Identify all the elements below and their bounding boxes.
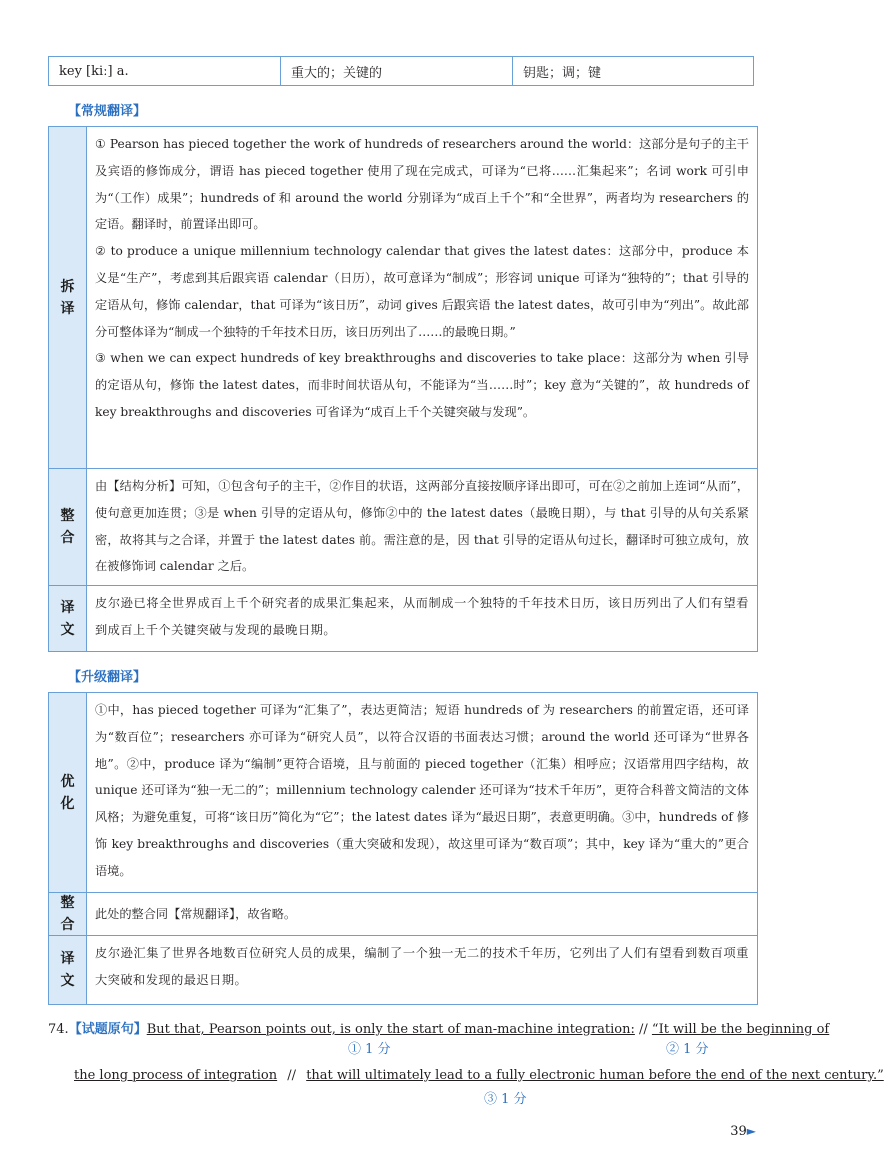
upgrade-yiwen-label: 译 文 — [49, 936, 87, 1004]
book-icon: ► — [746, 1124, 756, 1138]
upgrade-zhenghe-row — [49, 893, 757, 936]
q74-separator-2: // — [287, 1068, 297, 1083]
upgrade-translation-box — [48, 692, 758, 1005]
q74-segment-4: that will ultimately lead to a fully electronic human before the end of the next century.” — [306, 1068, 884, 1083]
upgrade-zhenghe-text: 此处的整合同【常规翻译】，故省略。 — [95, 906, 297, 921]
chaiyi-text — [87, 127, 757, 468]
chaiyi-paragraph-2: ② to produce a unique millennium technology calendar that gives the latest dates：这部分中，produce 本义是“生产”，考虑到其后跟宾语 calendar（日历），故可意译为“制成”；形容词 unique 可译为“独特的”；that 引导的定语从句，修饰 calendar，that 可译为“该日历”，动词 gives 后跟宾语 the latest dates，故可引申为“列出”。故此部分可整体译为“制成一个独特的千年技术日历，该日历列出了……的最晚日期。” — [95, 244, 749, 339]
q74-line-2 — [74, 1068, 884, 1083]
chaiyi-paragraph-3: ③ when we can expect hundreds of key breakthroughs and discoveries to take place：这部分为 when 引导的定语从句，修饰 the latest dates，而非时间状语从句，不能译为“当……时”；key 意为“关键的”，故 hundreds of key breakthroughs and discoveries 可省译为“成百上千个关键突破与发现”。 — [95, 351, 749, 419]
zhenghe-label: 整 合 — [49, 469, 87, 585]
q74-separator-1: // — [639, 1022, 648, 1037]
yiwen-row — [49, 586, 757, 651]
youhua-text: ①中，has pieced together 可译为“汇集了”，表达更简洁；短语 hundreds of 为 researchers 的前置定语，还可译为“数百位”；researchers 亦可译为“研究人员”，以符合汉语的书面表达习惯；around the world 还可译为“世界各地”。②中，produce 译为“编制”更符合语境，且与前面的 pieced together（汇集）相呼应；汉语常用四字结构，故 unique 还可译为“独一无二的”；millennium technology calender 还可译为“技术千年历”，更符合科普文简洁的文体风格；为避免重复，可将“该日历”简化为“它”；the latest dates 译为“最迟日期”，表意更明确。③中，hundreds of 修饰 key breakthroughs and discoveries（重大突破和发现），故这里可译为“数百项”；其中，key 译为“重大的”更合语境。 — [95, 703, 749, 878]
upgrade-zhenghe-label: 整 合 — [49, 893, 87, 935]
upgrade-yiwen-row — [49, 936, 757, 1004]
chaiyi-row — [49, 127, 757, 469]
vocab-meaning-noun: 钥匙；调；键 — [523, 65, 602, 81]
page-number: 39► — [730, 1124, 756, 1139]
yiwen-text: 皮尔逊已将全世界成百上千个研究者的成果汇集起来，从而制成一个独特的千年技术日历，该日历列出了人们有望看到成百上千个关键突破与发现的最晚日期。 — [95, 596, 749, 637]
q74-line-1 — [48, 1018, 829, 1037]
youhua-row — [49, 693, 757, 893]
vocab-word: key [kiː] a. — [49, 57, 281, 85]
q74-segment-1: But that, Pearson points out, is only the start of man-machine integration: — [146, 1022, 635, 1037]
upgrade-translation-tag: 【升级翻译】 — [68, 670, 147, 685]
q74-score-1: ① 1 分 — [348, 1042, 391, 1057]
yiwen-label: 译 文 — [49, 586, 87, 651]
zhenghe-row — [49, 469, 757, 586]
zhenghe-text: 由【结构分析】可知，①包含句子的主干，②作目的状语，这两部分直接按顺序译出即可，可在②之前加上连词“从而”，使句意更加连贯；③是 when 引导的定语从句，修饰②中的 the latest dates（最晚日期），与 that 引导的从句关系紧密，故将其与之合译，并置于 the latest dates 前。需注意的是，因 that 引导的定语从句过长，翻译时可独立成句，放在被修饰词 calendar 之后。 — [95, 479, 749, 574]
youhua-label: 优 化 — [49, 693, 87, 892]
q74-segment-2: “It will be the beginning of — [651, 1022, 830, 1037]
q74-score-2: ② 1 分 — [666, 1042, 709, 1057]
upgrade-yiwen-text: 皮尔逊汇集了世界各地数百位研究人员的成果，编制了一个独一无二的技术千年历，它列出了人们有望看到数百项重大突破和发现的最迟日期。 — [95, 946, 749, 987]
q74-score-3: ③ 1 分 — [484, 1092, 527, 1107]
vocab-meaning-adj: 重大的；关键的 — [281, 57, 513, 85]
q74-number: 74. — [48, 1022, 69, 1037]
normal-translation-tag: 【常规翻译】 — [68, 104, 147, 119]
vocab-table — [48, 56, 754, 86]
chaiyi-label: 拆 译 — [49, 127, 87, 468]
normal-translation-box — [48, 126, 758, 652]
q74-tag: 【试题原句】 — [68, 1022, 147, 1037]
chaiyi-paragraph-1: ① Pearson has pieced together the work of hundreds of researchers around the world：这部分是句子的主干及宾语的修饰成分，谓语 has pieced together 使用了现在完成式，可译为“已将……汇集起来”；名词 work 可引申为“（工作）成果”；hundreds of 和 around the world 分别译为“成百上千个”和“全世界”，两者均为 researchers 的定语。翻译时，前置译出即可。 — [95, 137, 749, 232]
q74-segment-3: the long process of integration — [74, 1068, 278, 1083]
